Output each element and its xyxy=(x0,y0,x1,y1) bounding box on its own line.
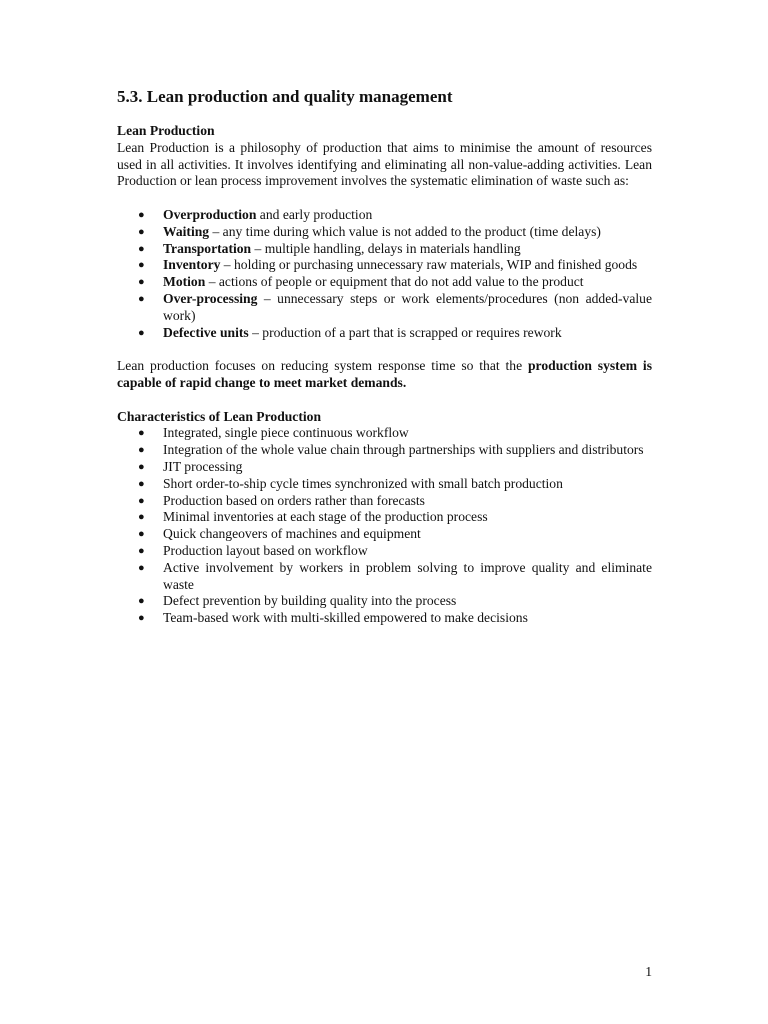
section-heading: 5.3. Lean production and quality management xyxy=(117,87,453,106)
bullet-icon: ● xyxy=(138,208,145,221)
waste-term: Inventory xyxy=(163,257,221,273)
bullet-icon: ● xyxy=(138,595,145,608)
lean-focus-text: Lean production focuses on reducing system response time so that the xyxy=(117,358,528,374)
characteristic-item xyxy=(117,442,652,459)
characteristic-item xyxy=(117,425,652,442)
bullet-icon: ● xyxy=(138,259,145,272)
waste-item xyxy=(117,241,652,258)
waste-term: Waiting xyxy=(163,223,210,239)
bullet-icon: ● xyxy=(138,326,145,339)
lean-production-intro: Lean Production is a philosophy of production that aims to minimise the amount of resources used in all activities. It involves identifying and eliminating all non-value-adding activities. Lean Production or lean process improvement involves the systematic elimination of waste such as: xyxy=(117,139,652,189)
bullet-icon: ● xyxy=(138,494,145,507)
characteristics-title: Characteristics of Lean Production xyxy=(117,408,322,424)
waste-description: – unnecessary steps or work elements/procedures (non added-value work) xyxy=(163,290,652,323)
waste-description: – actions of people or equipment that do not add value to the product xyxy=(205,274,584,290)
bullet-icon: ● xyxy=(138,460,145,473)
spacer xyxy=(117,392,652,409)
characteristic-text: Production layout based on workflow xyxy=(163,542,368,558)
characteristic-text: Short order-to-ship cycle times synchronized with small batch production xyxy=(163,475,563,491)
bullet-icon: ● xyxy=(138,444,145,457)
waste-description: and early production xyxy=(256,206,373,222)
page-number: 1 xyxy=(645,964,652,979)
lean-focus-emphasis: production system is capable of rapid change to meet market demands. xyxy=(117,358,652,390)
bullet-icon: ● xyxy=(138,612,145,625)
waste-item xyxy=(117,291,652,325)
characteristic-item xyxy=(117,543,652,560)
waste-term: Motion xyxy=(163,274,206,290)
bullet-icon: ● xyxy=(138,561,145,574)
bullet-icon: ● xyxy=(138,225,145,238)
characteristic-item xyxy=(117,459,652,476)
characteristic-text: Integration of the whole value chain through partnerships with suppliers and distributors xyxy=(163,442,644,458)
waste-description: – multiple handling, delays in materials handling xyxy=(251,240,521,256)
characteristic-item xyxy=(117,593,652,610)
bullet-icon: ● xyxy=(138,242,145,255)
characteristic-item xyxy=(117,493,652,510)
waste-term: Transportation xyxy=(163,240,252,256)
characteristic-text: Quick changeovers of machines and equipment xyxy=(163,526,421,542)
waste-list xyxy=(117,207,652,341)
waste-description: – holding or purchasing unnecessary raw materials, WIP and finished goods xyxy=(220,257,638,273)
characteristic-item xyxy=(117,476,652,493)
waste-term: Defective units xyxy=(163,324,249,340)
bullet-icon: ● xyxy=(138,477,145,490)
characteristic-item xyxy=(117,610,652,627)
bullet-icon: ● xyxy=(138,292,145,305)
waste-description: – any time during which value is not added to the product (time delays) xyxy=(209,223,601,239)
characteristic-item xyxy=(117,560,652,594)
characteristic-text: JIT processing xyxy=(163,458,243,474)
waste-term: Over-processing xyxy=(163,290,258,306)
waste-description: – production of a part that is scrapped or requires rework xyxy=(248,324,562,340)
document-page xyxy=(117,86,652,627)
bullet-icon: ● xyxy=(138,511,145,524)
characteristic-text: Team-based work with multi-skilled empowered to make decisions xyxy=(163,610,528,626)
bullet-icon: ● xyxy=(138,544,145,557)
characteristic-text: Defect prevention by building quality into the process xyxy=(163,593,457,609)
waste-term: Overproduction xyxy=(163,206,257,222)
waste-item xyxy=(117,325,652,342)
characteristics-list xyxy=(117,425,652,627)
bullet-icon: ● xyxy=(138,276,145,289)
lean-focus-paragraph xyxy=(117,358,652,392)
characteristic-text: Active involvement by workers in problem solving to improve quality and eliminate waste xyxy=(163,559,652,592)
lean-production-title: Lean Production xyxy=(117,123,215,138)
characteristic-text: Integrated, single piece continuous workflow xyxy=(163,425,409,441)
characteristic-item xyxy=(117,509,652,526)
bullet-icon: ● xyxy=(138,528,145,541)
waste-item xyxy=(117,257,652,274)
waste-item xyxy=(117,207,652,224)
bullet-icon: ● xyxy=(138,427,145,440)
characteristic-text: Production based on orders rather than forecasts xyxy=(163,492,425,508)
waste-item xyxy=(117,274,652,291)
waste-item xyxy=(117,224,652,241)
characteristic-item xyxy=(117,526,652,543)
characteristic-text: Minimal inventories at each stage of the production process xyxy=(163,509,488,525)
